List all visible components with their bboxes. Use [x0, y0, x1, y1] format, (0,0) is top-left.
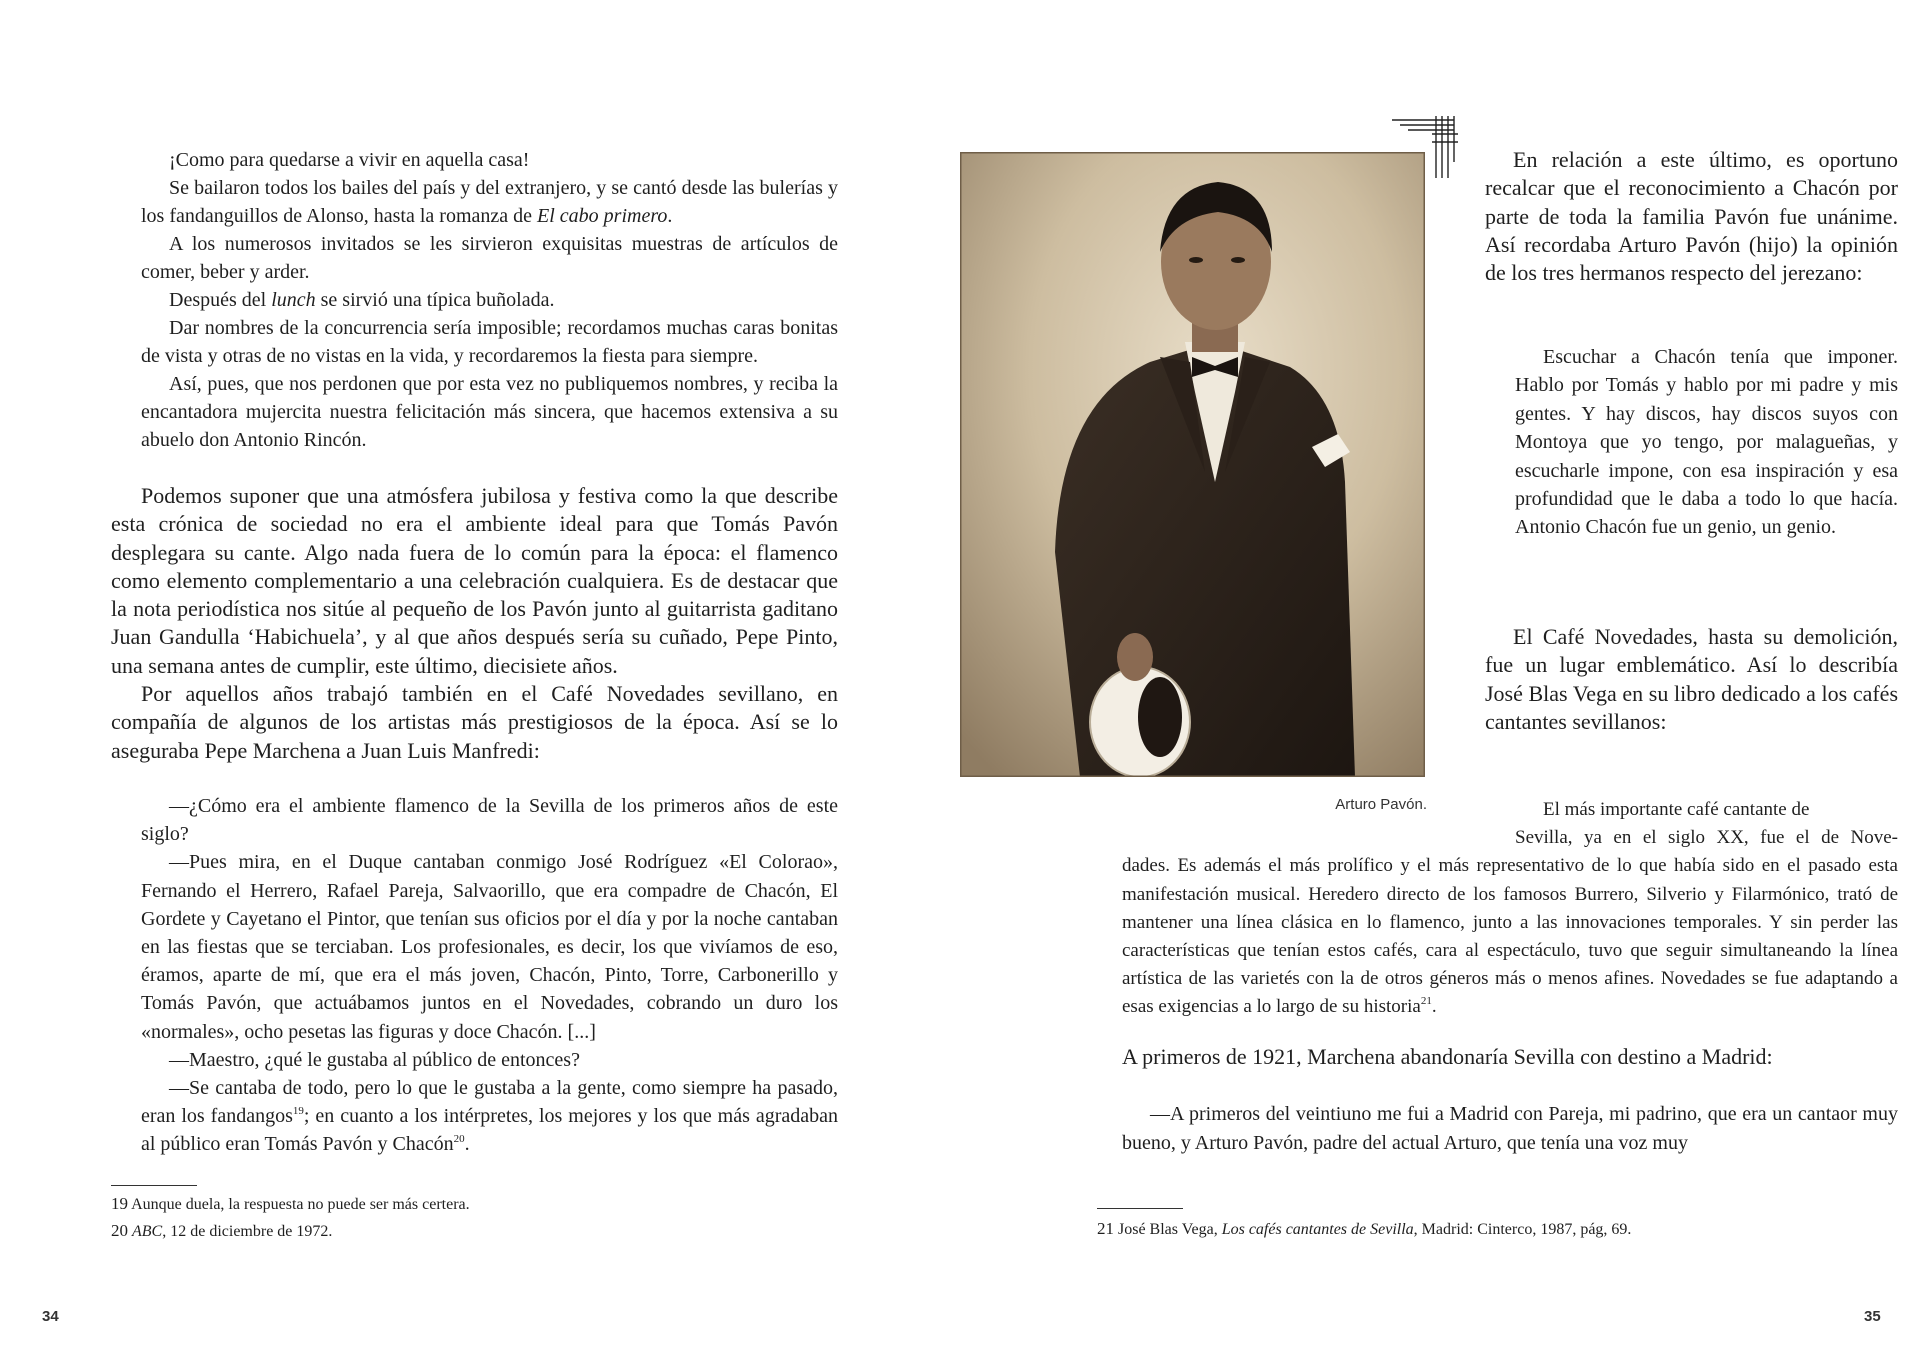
chacon-quote	[1515, 343, 1898, 542]
quote-paragraph: Así, pues, que nos perdonen que por esta vez no publiquemos nombres, y reciba la encantadora mujercita nuestra felicitación más sincera, que hacemos extensiva a su abuelo don Antonio Rincón.	[141, 373, 838, 451]
quote-lead-line: El más importante café cantante de	[1543, 799, 1810, 820]
main-text	[1485, 146, 1898, 287]
main-text	[1485, 623, 1898, 736]
quote-paragraph: Después del lunch se sirvió una típica buñolada.	[169, 289, 555, 311]
interview-quote	[1122, 1100, 1898, 1157]
quote-paragraph: Se bailaron todos los bailes del país y del extranjero, y se cantó desde las bulerías y los fandanguillos de Alonso, hasta la romanza de El cabo primero.	[141, 177, 838, 227]
dialog-line: —¿Cómo era el ambiente flamenco de la Sevilla de los primeros años de este siglo?	[141, 795, 838, 846]
body-paragraph: En relación a este último, es oportuno recalcar que el reconocimiento a Chacón por parte de toda la familia Pavón fue unánime. Así recordaba Arturo Pavón (hijo) la opinión de los tres hermanos respecto del jerezano:	[1485, 147, 1898, 286]
footnote-rule	[1097, 1208, 1183, 1209]
body-paragraph: Podemos suponer que una atmósfera jubilosa y festiva como la que describe esta crónica de sociedad no era el ambiente ideal para que Tomás Pavón desplegara su cante. Algo nada fuera de lo común para la época: el flamenco como elemento complementario a una celebración cualquiera. Es de destacar que la nota periodística nos sitúe al pequeño de los Pavón junto al guitarrista gaditano Juan Gandulla ‘Habichuela’, y al que años después sería su cuñado, Pepe Pinto, una semana antes de cumplir, este último, diecisiete años.	[111, 483, 838, 678]
footnote-ref: 21	[1420, 995, 1432, 1008]
dialog-line: —A primeros del veintiuno me fui a Madrid con Pareja, mi padrino, que era un cantaor muy bueno, y Arturo Pavón, padre del actual Arturo, que tenía una voz muy	[1122, 1103, 1898, 1154]
dialog-line: —Pues mira, en el Duque cantaban conmigo José Rodríguez «El Colorao», Fernando el Herrero, Rafael Pareja, Salvaorillo, que era compadre de Chacón, El Gordete y Cayetano el Pintor, que tenían sus oficios por el día y por la noche cantaban en las fiestas que se terciaban. Los profesionales, es decir, los que vivíamos de eso, éramos, aparte de mí, que era el más joven, Chacón, Pinto, Torre, Carbonerillo y Tomás Pavón, que actuábamos juntos en el Novedades, cobrando un duro los «normales», ocho pesetas las figuras y doce Chacón. [...]	[141, 851, 838, 1043]
quote-paragraph: dades. Es además el más prolífico y el más representativo de lo que había sido en el pasado esta manifestación musical. Heredero directo de los famosos Burrero, Silverio y Filarmónico, trató de mantener una línea clásica en lo flamenco, junto a las innovaciones temporales. Y sin perder las características que tenían estos cafés, cara al espectáculo, tuvo que seguir simultaneando la línea artística de las varietés con la de otros géneros más o menos afines. Novedades se fue adaptando a esas exigencias a lo largo de su historia$^{21}$.	[1122, 855, 1898, 1018]
interview-quote	[141, 792, 838, 1159]
portrait-image	[960, 152, 1425, 777]
italic-word: lunch	[271, 289, 316, 311]
quote-paragraph: Dar nombres de la concurrencia sería imposible; recordamos muchas caras bonitas de vista y otras de no vistas en la vida, y recordaremos la fiesta para siempre.	[141, 317, 838, 367]
main-text	[1122, 1043, 1898, 1071]
quote-paragraph: ¡Como para quedarse a vivir en aquella casa!	[169, 149, 530, 171]
footnote-21: 21 José Blas Vega, Los cafés cantantes de Sevilla, Madrid: Cinterco, 1987, pág, 69.	[1097, 1219, 1632, 1238]
quote-lead	[1515, 796, 1898, 852]
page-number: 35	[1864, 1308, 1881, 1325]
quote-lead-line: Sevilla, ya en el siglo XX, fue el de Nove-	[1515, 827, 1898, 849]
footnote-ref: 20	[453, 1133, 465, 1146]
main-text	[111, 482, 838, 765]
page-number: 34	[42, 1308, 59, 1325]
body-paragraph: El Café Novedades, hasta su demolición, fue un lugar emblemático. Así lo describía José Blas Vega en su libro dedicado a los cafés cantantes sevillanos:	[1485, 624, 1898, 734]
portrait-photo	[960, 152, 1425, 777]
footnote-rule	[111, 1185, 197, 1186]
footnotes	[1097, 1216, 1897, 1243]
quote-paragraph: A los numerosos invitados se les sirvieron exquisitas muestras de artículos de comer, beber y arder.	[141, 233, 838, 283]
quote-paragraph: Escuchar a Chacón tenía que imponer. Hablo por Tomás y hablo por mi padre y mis gentes. Y hay discos, hay discos suyos con Montoya que yo tengo, por malagueñas, y escucharle impone, con esa inspiración y esa profundidad que le daba a todo lo que hacía. Antonio Chacón fue un genio, un genio.	[1515, 346, 1898, 539]
body-paragraph: Por aquellos años trabajó también en el Café Novedades sevillano, en compañía de algunos de los artistas más prestigiosos de la época. Así se lo aseguraba Pepe Marchena a Juan Luis Manfredi:	[111, 681, 838, 763]
footnotes	[111, 1191, 838, 1245]
body-paragraph: A primeros de 1921, Marchena abandonaría Sevilla con destino a Madrid:	[1122, 1044, 1773, 1069]
right-page	[960, 0, 1920, 1354]
footnote-19: 19 Aunque duela, la respuesta no puede ser más certera.	[111, 1194, 470, 1213]
book-quote	[1122, 796, 1898, 1022]
italic-title: El cabo primero	[537, 205, 668, 227]
newspaper-quote	[141, 146, 838, 454]
footnote-20: 20 ABC, 12 de diciembre de 1972.	[111, 1221, 333, 1240]
footnote-ref: 19	[292, 1105, 304, 1118]
dialog-line: —Maestro, ¿qué le gustaba al público de entonces?	[169, 1048, 580, 1071]
photo-caption: Arturo Pavón.	[1335, 796, 1427, 813]
dialog-line: —Se cantaba de todo, pero lo que le gustaba a la gente, como siempre ha pasado, eran los fandangos$^{19}$; en cuanto a los intérpretes, los mejores y los que más agradaban al público eran Tomás Pavón y Chacón$^{20}$.	[141, 1077, 838, 1156]
